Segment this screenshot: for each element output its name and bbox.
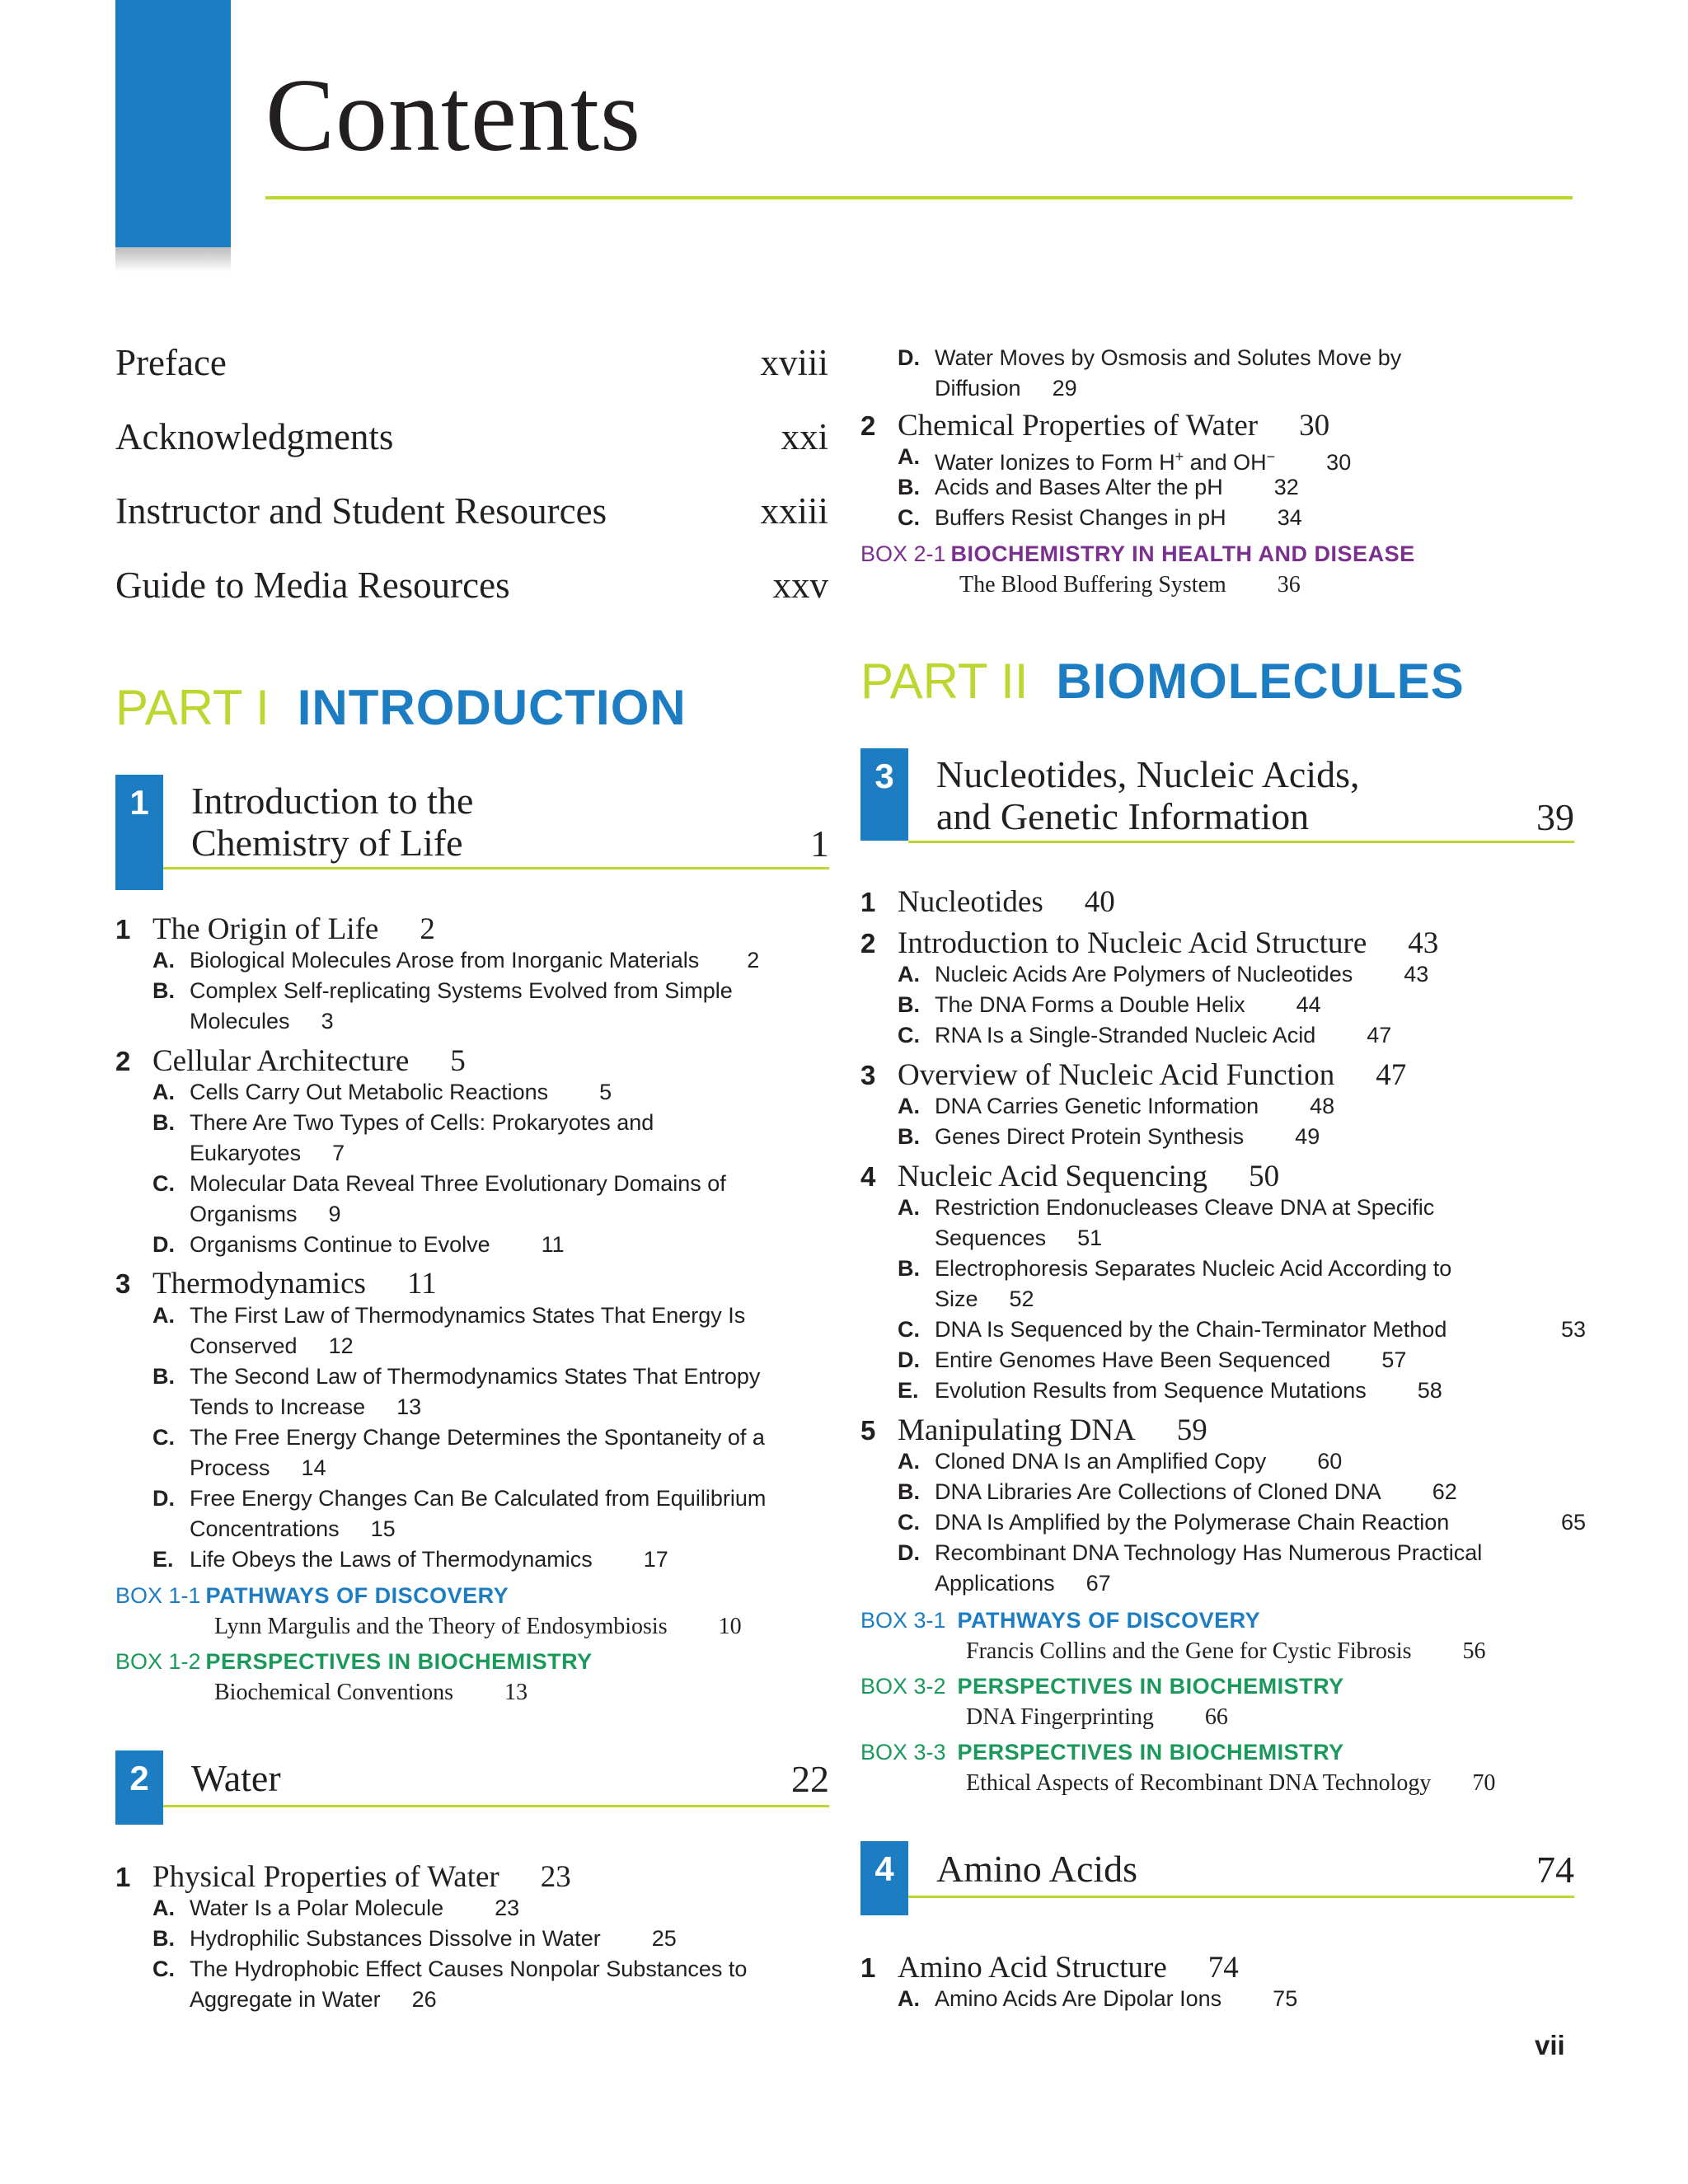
toc-entry-preface[interactable]: Preface xviii <box>115 342 828 383</box>
chapter-rule <box>908 1896 1574 1898</box>
header-tab-shadow <box>115 247 231 272</box>
subsection-entry[interactable]: C. The Free Energy Change Determines the Spontaneity of a Process 14 <box>152 1425 765 1480</box>
box-entry-heading[interactable]: BOX 3-1 PATHWAYS OF DISCOVERY <box>860 1608 1261 1633</box>
page-title: Contents <box>265 59 642 173</box>
chapter-page: 1 <box>810 823 829 865</box>
subsection-entry[interactable]: A. Cells Carry Out Metabolic Reactions 5 <box>152 1080 612 1104</box>
subsection-entry[interactable]: C. The Hydrophobic Effect Causes Nonpolar Substances to Aggregate in Water 26 <box>152 1957 748 2012</box>
chapter-4-heading[interactable] <box>860 1841 1574 1915</box>
subsection-entry[interactable]: D. Free Energy Changes Can Be Calculated from Equilibrium Concentrations 15 <box>152 1486 767 1541</box>
subsection-entry[interactable]: D. Recombinant DNA Technology Has Numerous Practical Applications 67 <box>898 1540 1483 1596</box>
subsection-entry[interactable]: D. Entire Genomes Have Been Sequenced 57 <box>898 1347 1407 1372</box>
subsection-entry[interactable]: A. Nucleic Acids Are Polymers of Nucleotides 43 <box>898 962 1429 987</box>
chapter-title: Nucleotides, Nucleic Acids, and Genetic Information <box>936 753 1360 837</box>
part-heading-introduction: PART I INTRODUCTION <box>115 680 687 735</box>
box-entry-heading[interactable]: BOX 2-1 BIOCHEMISTRY IN HEALTH AND DISEASE <box>860 541 1415 566</box>
subsection-entry[interactable]: A. Water Ionizes to Form H+ and OH− 30 <box>898 444 1352 475</box>
section-entry[interactable]: 2 Chemical Properties of Water 30 <box>860 409 1330 443</box>
subsection-entry[interactable]: B. Electrophoresis Separates Nucleic Acid According to Size 52 <box>898 1256 1452 1311</box>
part-heading-biomolecules: PART II BIOMOLECULES <box>860 654 1465 709</box>
subsection-entry[interactable]: A. DNA Carries Genetic Information 48 <box>898 1094 1335 1118</box>
subsection-entry[interactable]: C. Buffers Resist Changes in pH 34 <box>898 505 1302 530</box>
subsection-entry[interactable]: A. Restriction Endonucleases Cleave DNA at Specific Sequences 51 <box>898 1195 1435 1250</box>
toc-entry-media-guide[interactable]: Guide to Media Resources xxv <box>115 565 828 606</box>
subsection-entry[interactable]: C. Molecular Data Reveal Three Evolutionary Domains of Organisms 9 <box>152 1171 726 1226</box>
box-entry-title[interactable]: Biochemical Conventions 13 <box>214 1680 528 1705</box>
subsection-entry[interactable]: B. Acids and Bases Alter the pH 32 <box>898 475 1299 499</box>
chapter-2-heading[interactable] <box>115 1750 829 1825</box>
title-rule <box>265 196 1573 199</box>
section-entry[interactable]: 2 Cellular Architecture 5 <box>115 1044 466 1078</box>
subsection-entry[interactable]: B. Complex Self-replicating Systems Evolved from Simple Molecules 3 <box>152 978 733 1033</box>
subsection-entry[interactable]: E. Evolution Results from Sequence Mutations 58 <box>898 1378 1442 1403</box>
section-entry[interactable]: 4 Nucleic Acid Sequencing 50 <box>860 1160 1280 1193</box>
subsection-entry[interactable]: C. DNA Is Amplified by the Polymerase Chain Reaction 65 <box>898 1510 1587 1535</box>
box-entry-title[interactable]: Ethical Aspects of Recombinant DNA Technology 70 <box>966 1770 1496 1796</box>
box-entry-heading[interactable]: BOX 1-2 PERSPECTIVES IN BIOCHEMISTRY <box>115 1649 593 1674</box>
subsection-entry[interactable]: B. The DNA Forms a Double Helix 44 <box>898 992 1321 1017</box>
chapter-1-heading[interactable] <box>115 775 829 890</box>
header-blue-tab <box>115 0 231 247</box>
chapter-rule <box>163 867 829 869</box>
subsection-entry[interactable]: B. There Are Two Types of Cells: Prokaryotes and Eukaryotes 7 <box>152 1110 654 1165</box>
section-entry[interactable]: 1 Nucleotides 40 <box>860 885 1115 919</box>
chapter-rule <box>163 1805 829 1807</box>
box-entry-title[interactable]: Lynn Margulis and the Theory of Endosymbiosis 10 <box>214 1614 742 1639</box>
chapter-number-badge: 2 <box>115 1750 163 1825</box>
chapter-title: Amino Acids <box>936 1848 1138 1890</box>
chapter-3-heading[interactable] <box>860 748 1574 864</box>
section-entry[interactable]: 1 The Origin of Life 2 <box>115 912 435 946</box>
chapter-number-badge: 4 <box>860 1841 908 1915</box>
box-entry-title[interactable]: DNA Fingerprinting 66 <box>966 1704 1228 1730</box>
section-entry[interactable]: 5 Manipulating DNA 59 <box>860 1413 1207 1447</box>
subsection-entry[interactable]: C. RNA Is a Single-Stranded Nucleic Acid 47 <box>898 1023 1392 1047</box>
subsection-entry[interactable]: A. Water Is a Polar Molecule 23 <box>152 1896 520 1920</box>
chapter-number-badge: 1 <box>115 775 163 890</box>
subsection-entry[interactable]: A. Cloned DNA Is an Amplified Copy 60 <box>898 1449 1343 1474</box>
chapter-title: Water <box>191 1757 281 1799</box>
subsection-entry[interactable]: B. Genes Direct Protein Synthesis 49 <box>898 1124 1320 1149</box>
chapter-page: 39 <box>1536 796 1574 838</box>
section-entry[interactable]: 2 Introduction to Nucleic Acid Structure 43 <box>860 926 1439 960</box>
section-entry[interactable]: 3 Overview of Nucleic Acid Function 47 <box>860 1058 1407 1092</box>
box-entry-heading[interactable]: BOX 1-1 PATHWAYS OF DISCOVERY <box>115 1583 509 1608</box>
section-entry[interactable]: 1 Physical Properties of Water 23 <box>115 1860 571 1894</box>
subsection-entry[interactable]: A. Biological Molecules Arose from Inorganic Materials 2 <box>152 948 760 972</box>
subsection-entry[interactable]: A. The First Law of Thermodynamics States That Energy Is Conserved 12 <box>152 1303 746 1358</box>
subsection-entry[interactable]: B. Hydrophilic Substances Dissolve in Water 25 <box>152 1926 677 1951</box>
box-entry-heading[interactable]: BOX 3-3 PERSPECTIVES IN BIOCHEMISTRY <box>860 1740 1344 1765</box>
chapter-page: 74 <box>1536 1849 1574 1891</box>
subsection-entry[interactable]: E. Life Obeys the Laws of Thermodynamics 17 <box>152 1547 668 1572</box>
chapter-rule <box>908 841 1574 843</box>
subsection-entry[interactable]: B. The Second Law of Thermodynamics States That Entropy Tends to Increase 13 <box>152 1364 761 1419</box>
subsection-entry[interactable]: A. Amino Acids Are Dipolar Ions 75 <box>898 1986 1298 2011</box>
subsection-entry[interactable]: C. DNA Is Sequenced by the Chain-Terminator Method 53 <box>898 1317 1587 1342</box>
chapter-title: Introduction to the Chemistry of Life <box>191 780 474 864</box>
box-entry-title[interactable]: Francis Collins and the Gene for Cystic Fibrosis 56 <box>966 1638 1486 1664</box>
toc-entry-acknowledgments[interactable]: Acknowledgments xxi <box>115 416 828 457</box>
box-entry-heading[interactable]: BOX 3-2 PERSPECTIVES IN BIOCHEMISTRY <box>860 1674 1344 1699</box>
chapter-page: 22 <box>791 1758 829 1800</box>
box-entry-title[interactable]: The Blood Buffering System 36 <box>959 572 1301 598</box>
chapter-number-badge: 3 <box>860 748 908 841</box>
subsection-entry[interactable]: D. Water Moves by Osmosis and Solutes Move by Diffusion 29 <box>898 345 1402 401</box>
section-entry[interactable]: 1 Amino Acid Structure 74 <box>860 1951 1239 1985</box>
subsection-entry[interactable]: D. Organisms Continue to Evolve 11 <box>152 1232 565 1257</box>
toc-entry-resources[interactable]: Instructor and Student Resources xxiii <box>115 490 828 532</box>
subsection-entry[interactable]: B. DNA Libraries Are Collections of Cloned DNA 62 <box>898 1479 1457 1504</box>
page-number: vii <box>1535 2030 1565 2060</box>
section-entry[interactable]: 3 Thermodynamics 11 <box>115 1267 437 1301</box>
